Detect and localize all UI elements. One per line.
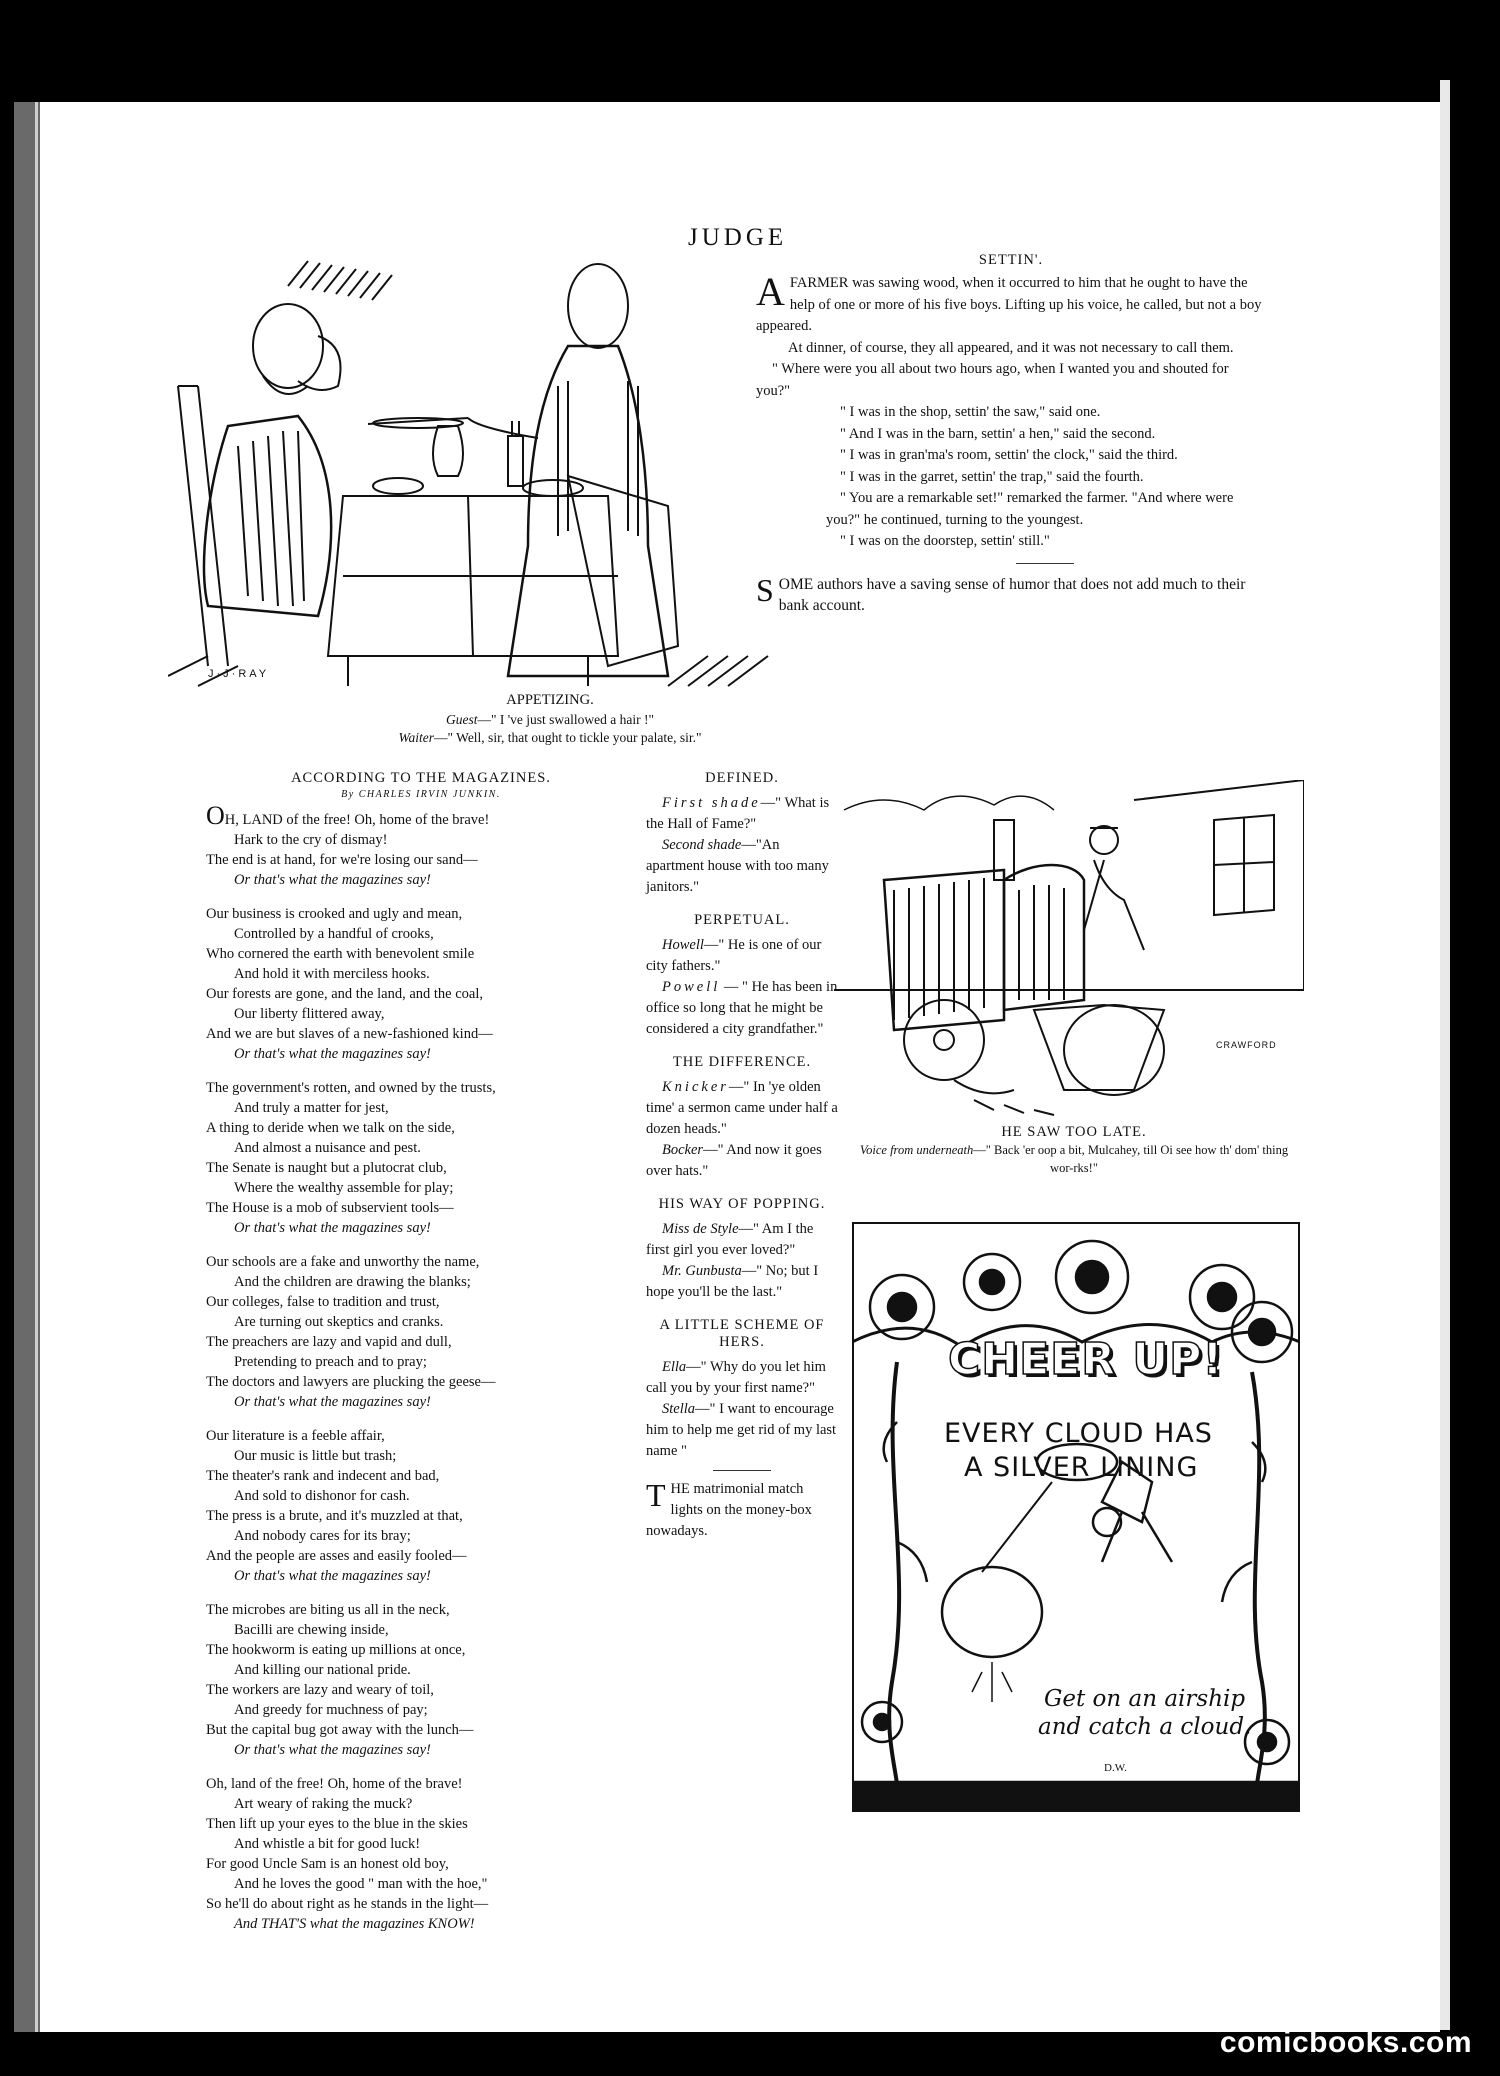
poem-line <box>206 1466 636 1486</box>
settin-p4: " I was in the shop, settin' the saw," said one. <box>840 404 1101 420</box>
poem-title: ACCORDING TO THE MAGAZINES. <box>291 770 551 786</box>
poem-line <box>206 1078 636 1098</box>
poem-line <box>206 1740 636 1760</box>
poem-line-text: Our literature is a feeble affair, <box>206 1428 385 1444</box>
appetizing-title: APPETIZING. <box>506 692 594 708</box>
poem-line <box>206 1158 636 1178</box>
poem-line-text: The Senate is naught but a plutocrat club, <box>206 1160 447 1176</box>
cheer-up-title: CHEER UP! <box>948 1334 1224 1385</box>
scheme-title: A LITTLE SCHEME OF HERS. <box>659 1317 825 1350</box>
settin-p8: " You are a remarkable set!" remarked the farmer. "And where were you?" he continued, turning to the youngest. <box>826 490 1234 528</box>
jokes-column <box>646 770 838 1542</box>
poem-line <box>206 944 636 964</box>
poem-line-text: And the children are drawing the blanks; <box>234 1274 471 1290</box>
appetizing-illustration <box>168 246 808 696</box>
poem-line <box>206 1914 636 1934</box>
poem-line-text: The theater's rank and indecent and bad, <box>206 1468 440 1484</box>
poem-line-text: Our forests are gone, and the land, and the coal, <box>206 986 484 1002</box>
defined-title: DEFINED. <box>705 770 779 786</box>
difference-title: THE DIFFERENCE. <box>672 1054 812 1070</box>
authors-dropcap: S <box>756 571 774 608</box>
steamroller-caption <box>854 1124 1294 1177</box>
poem-line <box>206 1506 636 1526</box>
defined-t1: —" What is the Hall of Fame?" <box>646 795 830 832</box>
settin-p2: At dinner, of course, they all appeared, and it was not necessary to call them. <box>788 339 1234 356</box>
poem-body <box>206 801 636 1934</box>
poem-line <box>206 1600 636 1620</box>
poem-line-text: And the people are asses and easily fooled— <box>206 1548 467 1564</box>
poem-stanza <box>206 1078 636 1238</box>
poem-line-text: The workers are lazy and weary of toil, <box>206 1682 434 1698</box>
settin-p7: " I was in the garret, settin' the trap," said the fourth. <box>840 468 1144 485</box>
poem-line-text: And whistle a bit for good luck! <box>234 1836 421 1852</box>
poem-line-text: Oh, land of the free! Oh, home of the brave! <box>206 1776 463 1792</box>
poem-line <box>206 1024 636 1044</box>
poem-byline: By CHARLES IRVIN JUNKIN. <box>341 789 501 800</box>
watermark: comicbooks.com <box>1219 2026 1472 2059</box>
poem-line-text: Our music is little but trash; <box>234 1448 397 1464</box>
poem-line <box>206 1854 636 1874</box>
scheme-t1: —" Why do you let him call you by your first name?" <box>646 1359 826 1396</box>
poem-line <box>206 1446 636 1466</box>
poem-line <box>206 1620 636 1640</box>
difference-t2: —" And now it goes over hats." <box>646 1142 822 1179</box>
poem-line <box>206 1660 636 1680</box>
poem-line <box>206 1894 636 1914</box>
poem-line-text: Or that's what the magazines say! <box>234 1394 431 1410</box>
poem-line <box>206 1392 636 1412</box>
poem-line-text: Who cornered the earth with benevolent smile <box>206 946 475 962</box>
poem-line <box>206 1292 636 1312</box>
poem-line <box>206 870 636 890</box>
scheme-s1: Ella <box>662 1359 687 1375</box>
poem-line-text: Or that's what the magazines say! <box>234 1220 431 1236</box>
poem-line <box>206 1700 636 1720</box>
poem-line <box>206 1814 636 1834</box>
guest-line: —" I 've just swallowed a hair !" <box>477 712 655 727</box>
poem-line <box>206 1372 636 1392</box>
poem-stanza <box>206 904 636 1064</box>
popping-title: HIS WAY OF POPPING. <box>658 1196 826 1212</box>
difference-t1: —" In 'ye olden time' a sermon came under half a dozen heads." <box>646 1079 838 1137</box>
poem-line-text: Bacilli are chewing inside, <box>234 1622 389 1638</box>
poem-line <box>206 1098 636 1118</box>
poem-line <box>206 1044 636 1064</box>
poem-line-text: Pretending to preach and to pray; <box>234 1354 427 1370</box>
poem-line-text: Then lift up your eyes to the blue in the skies <box>206 1816 468 1832</box>
cheer-line1: EVERY CLOUD HAS <box>944 1418 1213 1449</box>
poem-line-text: Or that's what the magazines say! <box>234 872 431 888</box>
settin-p9: " I was on the doorstep, settin' still." <box>840 533 1050 549</box>
popping-t1: —" Am I the first girl you ever loved?" <box>646 1221 814 1258</box>
poem-line <box>206 1526 636 1546</box>
poem-line-text: A thing to deride when we talk on the side, <box>206 1120 455 1136</box>
poem-line-text: Are turning out skeptics and cranks. <box>234 1314 444 1330</box>
poem-line <box>206 1118 636 1138</box>
perpetual-title: PERPETUAL. <box>694 912 790 928</box>
poem-line <box>206 830 636 850</box>
settin-title: SETTIN'. <box>978 252 1044 268</box>
poem-line-text: Where the wealthy assemble for play; <box>234 1180 454 1196</box>
authors-text: OME authors have a saving sense of humor that does not add much to their bank account. <box>778 575 1246 614</box>
poem-line-text: The press is a brute, and it's muzzled at that, <box>206 1508 463 1524</box>
poem-line <box>206 1352 636 1372</box>
poem-line <box>206 1426 636 1446</box>
poem-line-text: H, LAND of the free! Oh, home of the brave! <box>224 812 490 828</box>
poem-line <box>206 904 636 924</box>
poem-line <box>206 1794 636 1814</box>
poem-line-text: And hold it with merciless hooks. <box>234 966 430 982</box>
poem-line <box>206 1874 636 1894</box>
defined-s2: Second shade <box>662 837 742 853</box>
cartoon2-signature: CRAWFORD <box>1216 1040 1277 1050</box>
cheer-line4: and catch a cloud. <box>1038 1714 1252 1740</box>
poem-line-text: And greedy for muchness of pay; <box>234 1702 428 1718</box>
poem-dropcap: O <box>206 801 225 830</box>
matrimonial-text: HE matrimonial match lights on the money-box nowadays. <box>646 1481 812 1539</box>
page-edge <box>1440 80 1450 2030</box>
steamroller-speaker: Voice from underneath <box>859 1143 974 1157</box>
masthead: JUDGE <box>688 224 788 251</box>
poem-line <box>206 1252 636 1272</box>
poem-line-text: Hark to the cry of dismay! <box>234 832 388 848</box>
poem-line-text: The hookworm is eating up millions at once, <box>206 1642 466 1658</box>
poem-line-text: For good Uncle Sam is an honest old boy, <box>206 1856 449 1872</box>
poem-line-text: The microbes are biting us all in the neck, <box>206 1602 450 1618</box>
poem-stanza <box>206 1600 636 1760</box>
book-spine <box>14 102 40 2032</box>
cheer-line3: Get on an airship <box>1044 1686 1246 1712</box>
popping-s1: Miss de Style <box>662 1221 739 1237</box>
poem-line-text: And killing our national pride. <box>234 1662 411 1678</box>
perpetual-t1: —" He is one of our city fathers." <box>646 937 822 974</box>
poem-line-text: Art weary of raking the muck? <box>234 1796 413 1812</box>
steamroller-line: —" Back 'er oop a bit, Mulcahey, till Oi see how th' dom' thing wor-rks!" <box>973 1143 1289 1175</box>
poem-line-text: Or that's what the magazines say! <box>234 1046 431 1062</box>
cartoon1-signature: J·J·RAY <box>208 668 270 680</box>
poem-line-text: The preachers are lazy and vapid and dull, <box>206 1334 452 1350</box>
poem-line <box>206 1198 636 1218</box>
poem-line-text: The end is at hand, for we're losing our sand— <box>206 852 478 868</box>
poem-line <box>206 801 636 830</box>
poem-line <box>206 1486 636 1506</box>
divider <box>713 1470 771 1471</box>
poem-line-text: And we are but slaves of a new-fashioned kind— <box>206 1026 493 1042</box>
settin-dropcap: A <box>756 269 785 314</box>
defined-t2: —"An apartment house with too many janitors." <box>646 837 829 895</box>
perpetual-t2: — " He has been in office so long that he might be considered a city grandfather." <box>646 979 838 1037</box>
magazines-poem <box>206 770 636 1948</box>
poem-line <box>206 1178 636 1198</box>
poem-line-text: And truly a matter for jest, <box>234 1100 389 1116</box>
settin-p5: " And I was in the barn, settin' a hen," said the second. <box>840 425 1156 442</box>
poem-line <box>206 1566 636 1586</box>
poem-line-text: Our liberty flittered away, <box>234 1006 385 1022</box>
poem-line-text: The House is a mob of subservient tools— <box>206 1200 454 1216</box>
scheme-s2: Stella <box>662 1401 696 1417</box>
difference-s2: Bocker <box>662 1142 704 1158</box>
poem-stanza <box>206 801 636 890</box>
poem-line <box>206 1720 636 1740</box>
poem-line-text: And THAT'S what the magazines KNOW! <box>234 1916 475 1932</box>
poem-line <box>206 1640 636 1660</box>
poem-line-text: But the capital bug got away with the lunch— <box>206 1722 474 1738</box>
settin-p3: " Where were you all about two hours ago, when I wanted you and shouted for you?" <box>756 361 1229 399</box>
difference-s1: Knicker <box>662 1079 729 1095</box>
poem-line-text: And he loves the good " man with the hoe," <box>234 1876 488 1892</box>
scheme-t2: —" I want to encourage him to help me get rid of my last name " <box>646 1401 837 1459</box>
poem-line-text: Or that's what the magazines say! <box>234 1742 431 1758</box>
poem-line <box>206 1332 636 1352</box>
perpetual-s1: Howell <box>662 937 704 953</box>
poem-line-text: So he'll do about right as he stands in the light— <box>206 1896 489 1912</box>
poem-line-text: Our schools are a fake and unworthy the name, <box>206 1254 480 1270</box>
popping-s2: Mr. Gunbusta <box>662 1263 742 1279</box>
waiter-speaker: Waiter <box>398 730 435 745</box>
appetizing-caption <box>330 690 770 747</box>
popping-t2: —" No; but I hope you'll be the last." <box>646 1263 819 1300</box>
steamroller-illustration <box>834 780 1304 1120</box>
poem-line <box>206 924 636 944</box>
defined-s1: First shade <box>662 795 761 811</box>
poem-stanza <box>206 1774 636 1934</box>
settin-story <box>756 252 1266 617</box>
poem-stanza <box>206 1252 636 1412</box>
poem-line-text: And nobody cares for its bray; <box>234 1528 411 1544</box>
poem-line <box>206 964 636 984</box>
matrimonial-dropcap: T <box>646 1477 666 1513</box>
divider <box>1016 563 1074 564</box>
cheer-line2: A SILVER LINING <box>964 1452 1199 1483</box>
poem-stanza <box>206 1426 636 1586</box>
poem-line <box>206 1312 636 1332</box>
settin-p1: FARMER was sawing wood, when it occurred to him that he ought to have the help of one or more of his five boys. Lifting up his voice, he called, but not a boy appeared. <box>756 275 1262 334</box>
poem-line <box>206 1680 636 1700</box>
poem-line-text: The doctors and lawyers are plucking the geese— <box>206 1374 496 1390</box>
poem-line <box>206 1272 636 1292</box>
poem-line <box>206 850 636 870</box>
waiter-line: —" Well, sir, that ought to tickle your palate, sir." <box>434 730 702 745</box>
guest-speaker: Guest <box>445 712 478 727</box>
poem-line <box>206 984 636 1004</box>
settin-p6: " I was in gran'ma's room, settin' the clock," said the third. <box>840 447 1178 463</box>
steamroller-title: HE SAW TOO LATE. <box>1001 1124 1147 1140</box>
poem-line-text: Or that's what the magazines say! <box>234 1568 431 1584</box>
poem-line-text: Our business is crooked and ugly and mean, <box>206 906 463 922</box>
poem-line <box>206 1546 636 1566</box>
poem-line <box>206 1834 636 1854</box>
poem-line-text: The government's rotten, and owned by the trusts, <box>206 1080 496 1096</box>
cheer-signature: D.W. <box>1104 1762 1127 1774</box>
poem-line <box>206 1004 636 1024</box>
poem-line-text: And almost a nuisance and pest. <box>234 1140 421 1156</box>
perpetual-s2: Powell <box>662 979 721 995</box>
poem-line <box>206 1774 636 1794</box>
poem-line-text: And sold to dishonor for cash. <box>234 1488 410 1504</box>
poem-line-text: Our colleges, false to tradition and trust, <box>206 1294 440 1310</box>
poem-line-text: Controlled by a handful of crooks, <box>234 926 434 942</box>
poem-line <box>206 1218 636 1238</box>
poem-line <box>206 1138 636 1158</box>
